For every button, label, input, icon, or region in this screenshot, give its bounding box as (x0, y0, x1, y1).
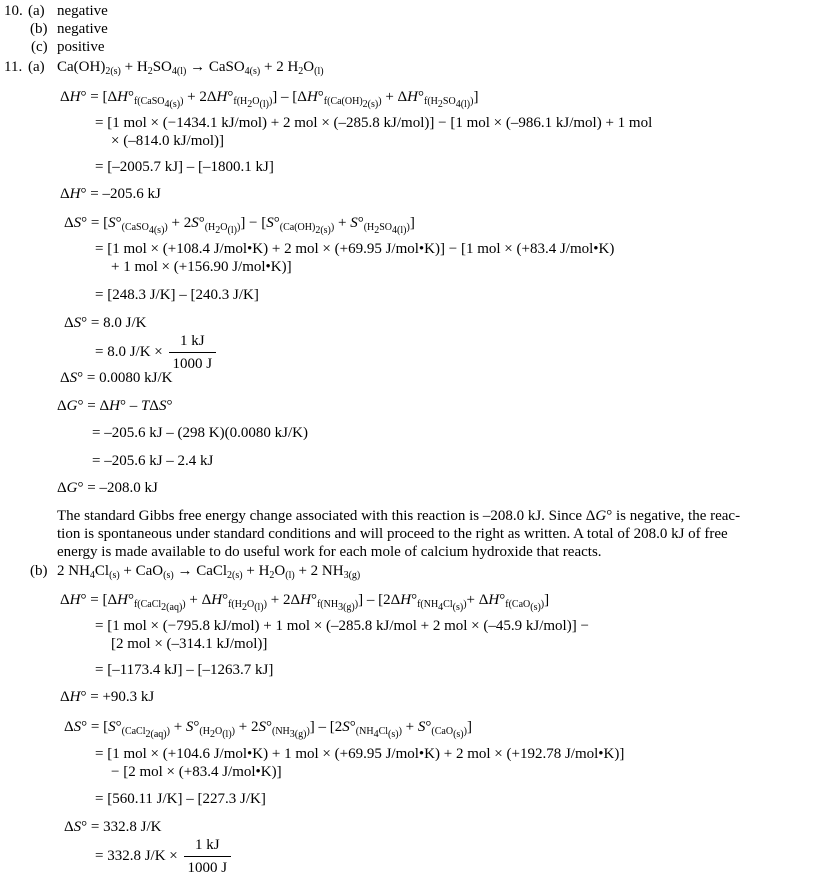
equation-line: $\Delta S^\circ = [S^\circ_{(CaSO_{4(s)})} + 2S^\circ_{(H_2O_{(l)})}] - [S^\circ_{(Ca(OH)_{2(s)})} + S^\circ_{(H_2SO_{4(l)})}]$ (64, 215, 415, 236)
equation-line: = [248.3 J/K] – [240.3 J/K] (95, 287, 259, 303)
equation-line: $\Delta H^\circ = [\Delta H^\circ_{f(CaSO_{4(s)})} + 2\Delta H^\circ_{f(H_2O_{(l)})}] - [\Delta H^\circ_{f(Ca(OH)_{2(s)})} + \Delta H^\circ_{f(H_2SO_{4(l)})}]$ (60, 89, 479, 110)
equation-line: [2 mol × (–314.1 kJ/mol)] (111, 636, 268, 652)
equation-line: $\Delta H^\circ = [\Delta H^\circ_{f(CaCl_{2(aq)})} + \Delta H^\circ_{f(H_2O_{(l)})} + 2\Delta H^\circ_{f(NH_{3(g)})}] - [2\Delta H^\circ_{f(NH_4Cl_{(s)})}+ \Delta H^\circ_{f(CaO_{(s)})}]$ (60, 592, 550, 613)
fraction-denominator: 1000 J (187, 860, 228, 876)
equation-text: = 332.8 J/K × (95, 847, 178, 864)
answer-10b: negative (57, 21, 108, 37)
answer-label-11a: (a) (28, 59, 45, 75)
equation-line: = [1 mol × (+104.6 J/mol•K) + 1 mol × (+69.95 J/mol•K) + 2 mol × (+192.78 J/mol•K)] (95, 746, 625, 762)
answer-label-10b: (b) (30, 21, 48, 37)
answer-10a: negative (57, 3, 108, 19)
equation-line: ΔG° = ΔH° – TΔS° (57, 398, 173, 414)
equation-line: ΔH° = –205.6 kJ (60, 186, 161, 202)
equation-line: ΔS° = 0.0080 kJ/K (60, 370, 173, 386)
equation-line: = –205.6 kJ – (298 K)(0.0080 kJ/K) (92, 425, 308, 441)
equation-line: = [1 mol × (+108.4 J/mol•K) + 2 mol × (+69.95 J/mol•K)] − [1 mol × (+83.4 J/mol•K) (95, 241, 615, 257)
equation-line: ΔS° = 332.8 J/K (64, 819, 162, 835)
unit-conversion-fraction (169, 331, 217, 374)
unit-conversion-fraction (184, 835, 232, 878)
equation-line: = [560.11 J/K] – [227.3 J/K] (95, 791, 266, 807)
equation-line: = [–2005.7 kJ] – [–1800.1 kJ] (95, 159, 274, 175)
equation-line: = [1 mol × (−795.8 kJ/mol) + 1 mol × (–285.8 kJ/mol + 2 mol × (–45.9 kJ/mol)] − (95, 618, 589, 634)
equation-line: = [1 mol × (−1434.1 kJ/mol) + 2 mol × (–285.8 kJ/mol)] − [1 mol × (–986.1 kJ/mol) + 1 mol (95, 115, 653, 131)
equation-line-with-fraction (95, 835, 231, 878)
equation-line: = [–1173.4 kJ] – [–1263.7 kJ] (95, 662, 274, 678)
equation-line: $\Delta S^\circ = [S^\circ_{(CaCl_{2(aq)})} + S^\circ_{(H_2O_{(l)})} + 2S^\circ_{(NH_{3(g)})}] - [2S^\circ_{(NH_4Cl_{(s)})} + S^\circ_{(CaO_{(s)})}]$ (64, 719, 472, 740)
fraction-numerator: 1 kJ (169, 331, 217, 353)
equation-line: ΔS° = 8.0 J/K (64, 315, 147, 331)
equation-line: $Ca(OH)_{2(s)} + H_2SO_{4(l)}$ → CaSO$_{4(s)}$ + 2 $H_2O_{(l)}$ (57, 59, 324, 77)
equation-line: × (–814.0 kJ/mol)] (111, 133, 225, 149)
answer-label-11b: (b) (30, 563, 48, 579)
fraction-denominator: 1000 J (172, 356, 213, 372)
answer-10c: positive (57, 39, 105, 55)
equation-line: ΔG° = –208.0 kJ (57, 480, 158, 496)
equation-line: 2 $NH_4Cl_{(s)} + CaO_{(s)}$ → CaCl$_{2(s)}$ + $H_2O_{(l)} + 2$ $NH_{3(g)}$ (57, 563, 361, 581)
fraction-numerator: 1 kJ (184, 835, 232, 857)
answer-label-10c: (c) (31, 39, 48, 55)
equation-line: − [2 mol × (+83.4 J/mol•K)] (111, 764, 282, 780)
question-number-11: 11. (4, 59, 23, 75)
explanation-paragraph: The standard Gibbs free energy change associated with this reaction is –208.0 kJ. Since ΔG° is negative, the reac- tion is spontaneous under standard conditions and will proceed to the right as written. A total of 208.0 kJ of free energy is made available to do useful work for each mole of calcium hydroxide that reacts. (57, 508, 741, 560)
equation-line: + 1 mol × (+156.90 J/mol•K)] (111, 259, 292, 275)
equation-line: ΔH° = +90.3 kJ (60, 689, 155, 705)
question-number-10: 10. (4, 3, 23, 19)
equation-text: = 8.0 J/K × (95, 343, 163, 360)
answer-label-10a: (a) (28, 3, 45, 19)
equation-line: = –205.6 kJ – 2.4 kJ (92, 453, 214, 469)
